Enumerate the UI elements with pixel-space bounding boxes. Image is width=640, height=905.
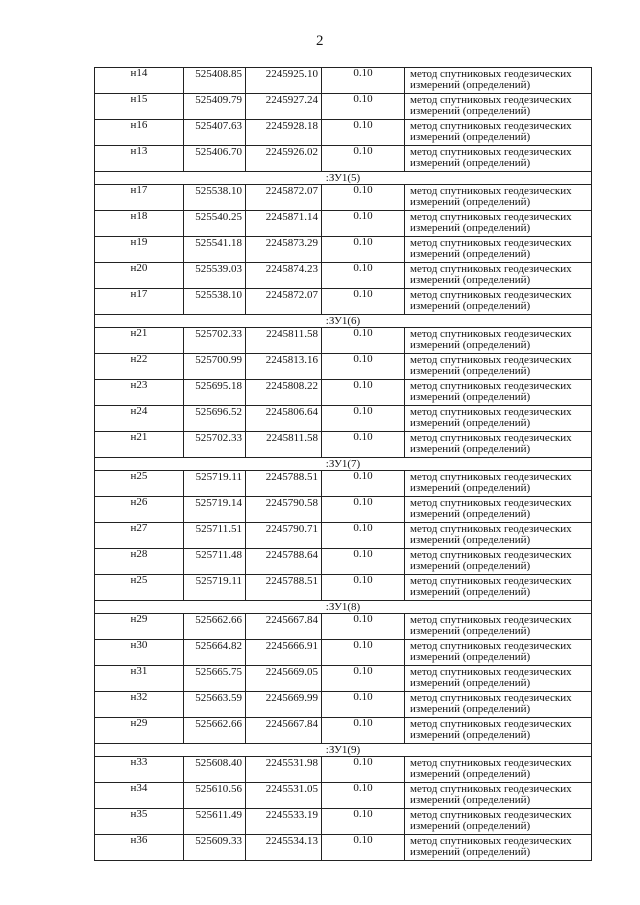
point-number-cell: н35 — [95, 809, 184, 835]
accuracy-cell: 0.10 — [322, 120, 405, 146]
x-coordinate-cell: 525719.11 — [184, 471, 246, 497]
accuracy-cell: 0.10 — [322, 289, 405, 315]
y-coordinate-cell: 2245813.16 — [246, 354, 322, 380]
y-coordinate-cell: 2245669.99 — [246, 692, 322, 718]
method-cell: метод спутниковых геодезических измерений (определений) — [405, 523, 592, 549]
point-number-cell: н32 — [95, 692, 184, 718]
x-coordinate-cell: 525695.18 — [184, 380, 246, 406]
method-cell: метод спутниковых геодезических измерений (определений) — [405, 640, 592, 666]
x-coordinate-cell: 525711.51 — [184, 523, 246, 549]
point-number-cell: н17 — [95, 289, 184, 315]
x-coordinate-cell: 525711.48 — [184, 549, 246, 575]
section-label: :ЗУ1(9) — [95, 744, 592, 757]
point-number-cell: н25 — [95, 575, 184, 601]
table-row — [95, 237, 592, 263]
accuracy-cell: 0.10 — [322, 640, 405, 666]
table-row — [95, 263, 592, 289]
y-coordinate-cell: 2245811.58 — [246, 432, 322, 458]
accuracy-cell: 0.10 — [322, 211, 405, 237]
accuracy-cell: 0.10 — [322, 809, 405, 835]
table-row — [95, 549, 592, 575]
point-number-cell: н26 — [95, 497, 184, 523]
table-row — [95, 432, 592, 458]
table-row — [95, 718, 592, 744]
y-coordinate-cell: 2245533.19 — [246, 809, 322, 835]
accuracy-cell: 0.10 — [322, 692, 405, 718]
point-number-cell: н25 — [95, 471, 184, 497]
method-cell: метод спутниковых геодезических измерений (определений) — [405, 549, 592, 575]
y-coordinate-cell: 2245872.07 — [246, 185, 322, 211]
table-row — [95, 640, 592, 666]
method-cell: метод спутниковых геодезических измерений (определений) — [405, 380, 592, 406]
table-row — [95, 211, 592, 237]
section-header-row — [95, 172, 592, 185]
method-cell: метод спутниковых геодезических измерений (определений) — [405, 120, 592, 146]
table-row — [95, 809, 592, 835]
point-number-cell: н24 — [95, 406, 184, 432]
accuracy-cell: 0.10 — [322, 523, 405, 549]
point-number-cell: н27 — [95, 523, 184, 549]
y-coordinate-cell: 2245669.05 — [246, 666, 322, 692]
method-cell: метод спутниковых геодезических измерений (определений) — [405, 497, 592, 523]
x-coordinate-cell: 525409.79 — [184, 94, 246, 120]
section-label: :ЗУ1(7) — [95, 458, 592, 471]
point-number-cell: н22 — [95, 354, 184, 380]
x-coordinate-cell: 525664.82 — [184, 640, 246, 666]
method-cell: метод спутниковых геодезических измерений (определений) — [405, 263, 592, 289]
y-coordinate-cell: 2245667.84 — [246, 718, 322, 744]
point-number-cell: н13 — [95, 146, 184, 172]
section-header-row — [95, 744, 592, 757]
x-coordinate-cell: 525408.85 — [184, 68, 246, 94]
method-cell: метод спутниковых геодезических измерений (определений) — [405, 146, 592, 172]
point-number-cell: н16 — [95, 120, 184, 146]
accuracy-cell: 0.10 — [322, 68, 405, 94]
accuracy-cell: 0.10 — [322, 406, 405, 432]
method-cell: метод спутниковых геодезических измерений (определений) — [405, 94, 592, 120]
method-cell: метод спутниковых геодезических измерений (определений) — [405, 835, 592, 861]
table-row — [95, 835, 592, 861]
method-cell: метод спутниковых геодезических измерений (определений) — [405, 354, 592, 380]
y-coordinate-cell: 2245788.51 — [246, 575, 322, 601]
y-coordinate-cell: 2245811.58 — [246, 328, 322, 354]
y-coordinate-cell: 2245790.71 — [246, 523, 322, 549]
y-coordinate-cell: 2245926.02 — [246, 146, 322, 172]
table-row — [95, 406, 592, 432]
table-row — [95, 783, 592, 809]
table-row — [95, 523, 592, 549]
y-coordinate-cell: 2245788.64 — [246, 549, 322, 575]
x-coordinate-cell: 525663.59 — [184, 692, 246, 718]
y-coordinate-cell: 2245925.10 — [246, 68, 322, 94]
section-label: :ЗУ1(6) — [95, 315, 592, 328]
accuracy-cell: 0.10 — [322, 328, 405, 354]
point-number-cell: н23 — [95, 380, 184, 406]
table-row — [95, 666, 592, 692]
method-cell: метод спутниковых геодезических измерений (определений) — [405, 471, 592, 497]
table-row — [95, 68, 592, 94]
accuracy-cell: 0.10 — [322, 757, 405, 783]
table-row — [95, 380, 592, 406]
point-number-cell: н29 — [95, 614, 184, 640]
method-cell: метод спутниковых геодезических измерений (определений) — [405, 783, 592, 809]
x-coordinate-cell: 525665.75 — [184, 666, 246, 692]
x-coordinate-cell: 525662.66 — [184, 614, 246, 640]
y-coordinate-cell: 2245873.29 — [246, 237, 322, 263]
point-number-cell: н36 — [95, 835, 184, 861]
accuracy-cell: 0.10 — [322, 354, 405, 380]
y-coordinate-cell: 2245808.22 — [246, 380, 322, 406]
method-cell: метод спутниковых геодезических измерений (определений) — [405, 666, 592, 692]
x-coordinate-cell: 525662.66 — [184, 718, 246, 744]
x-coordinate-cell: 525609.33 — [184, 835, 246, 861]
y-coordinate-cell: 2245788.51 — [246, 471, 322, 497]
y-coordinate-cell: 2245927.24 — [246, 94, 322, 120]
method-cell: метод спутниковых геодезических измерений (определений) — [405, 289, 592, 315]
table-row — [95, 328, 592, 354]
accuracy-cell: 0.10 — [322, 471, 405, 497]
accuracy-cell: 0.10 — [322, 666, 405, 692]
method-cell: метод спутниковых геодезических измерений (определений) — [405, 328, 592, 354]
x-coordinate-cell: 525540.25 — [184, 211, 246, 237]
table-row — [95, 146, 592, 172]
method-cell: метод спутниковых геодезических измерений (определений) — [405, 237, 592, 263]
section-header-row — [95, 601, 592, 614]
point-number-cell: н15 — [95, 94, 184, 120]
accuracy-cell: 0.10 — [322, 718, 405, 744]
y-coordinate-cell: 2245871.14 — [246, 211, 322, 237]
method-cell: метод спутниковых геодезических измерений (определений) — [405, 692, 592, 718]
table-row — [95, 614, 592, 640]
accuracy-cell: 0.10 — [322, 575, 405, 601]
table-row — [95, 757, 592, 783]
accuracy-cell: 0.10 — [322, 432, 405, 458]
x-coordinate-cell: 525538.10 — [184, 185, 246, 211]
x-coordinate-cell: 525700.99 — [184, 354, 246, 380]
method-cell: метод спутниковых геодезических измерений (определений) — [405, 432, 592, 458]
point-number-cell: н21 — [95, 328, 184, 354]
table-row — [95, 354, 592, 380]
x-coordinate-cell: 525702.33 — [184, 328, 246, 354]
x-coordinate-cell: 525608.40 — [184, 757, 246, 783]
table-row — [95, 185, 592, 211]
point-number-cell: н34 — [95, 783, 184, 809]
coordinates-table-body — [95, 68, 592, 861]
x-coordinate-cell: 525702.33 — [184, 432, 246, 458]
section-header-row — [95, 315, 592, 328]
table-row — [95, 120, 592, 146]
x-coordinate-cell: 525541.18 — [184, 237, 246, 263]
point-number-cell: н29 — [95, 718, 184, 744]
y-coordinate-cell: 2245531.05 — [246, 783, 322, 809]
accuracy-cell: 0.10 — [322, 185, 405, 211]
y-coordinate-cell: 2245667.84 — [246, 614, 322, 640]
table-row — [95, 289, 592, 315]
x-coordinate-cell: 525610.56 — [184, 783, 246, 809]
point-number-cell: н31 — [95, 666, 184, 692]
accuracy-cell: 0.10 — [322, 497, 405, 523]
accuracy-cell: 0.10 — [322, 263, 405, 289]
point-number-cell: н18 — [95, 211, 184, 237]
y-coordinate-cell: 2245666.91 — [246, 640, 322, 666]
method-cell: метод спутниковых геодезических измерений (определений) — [405, 211, 592, 237]
point-number-cell: н30 — [95, 640, 184, 666]
method-cell: метод спутниковых геодезических измерений (определений) — [405, 757, 592, 783]
accuracy-cell: 0.10 — [322, 549, 405, 575]
x-coordinate-cell: 525611.49 — [184, 809, 246, 835]
table-row — [95, 471, 592, 497]
accuracy-cell: 0.10 — [322, 835, 405, 861]
point-number-cell: н21 — [95, 432, 184, 458]
table-row — [95, 94, 592, 120]
table-row — [95, 692, 592, 718]
method-cell: метод спутниковых геодезических измерений (определений) — [405, 185, 592, 211]
point-number-cell: н20 — [95, 263, 184, 289]
coordinates-table — [94, 67, 592, 861]
accuracy-cell: 0.10 — [322, 146, 405, 172]
y-coordinate-cell: 2245874.23 — [246, 263, 322, 289]
point-number-cell: н33 — [95, 757, 184, 783]
method-cell: метод спутниковых геодезических измерений (определений) — [405, 718, 592, 744]
method-cell: метод спутниковых геодезических измерений (определений) — [405, 575, 592, 601]
method-cell: метод спутниковых геодезических измерений (определений) — [405, 406, 592, 432]
section-label: :ЗУ1(8) — [95, 601, 592, 614]
section-label: :ЗУ1(5) — [95, 172, 592, 185]
y-coordinate-cell: 2245928.18 — [246, 120, 322, 146]
x-coordinate-cell: 525539.03 — [184, 263, 246, 289]
point-number-cell: н28 — [95, 549, 184, 575]
method-cell: метод спутниковых геодезических измерений (определений) — [405, 614, 592, 640]
x-coordinate-cell: 525406.70 — [184, 146, 246, 172]
y-coordinate-cell: 2245872.07 — [246, 289, 322, 315]
point-number-cell: н19 — [95, 237, 184, 263]
page-number: 2 — [316, 33, 324, 49]
section-header-row — [95, 458, 592, 471]
method-cell: метод спутниковых геодезических измерений (определений) — [405, 68, 592, 94]
accuracy-cell: 0.10 — [322, 614, 405, 640]
x-coordinate-cell: 525696.52 — [184, 406, 246, 432]
x-coordinate-cell: 525719.11 — [184, 575, 246, 601]
table-row — [95, 575, 592, 601]
x-coordinate-cell: 525538.10 — [184, 289, 246, 315]
point-number-cell: н14 — [95, 68, 184, 94]
accuracy-cell: 0.10 — [322, 237, 405, 263]
y-coordinate-cell: 2245806.64 — [246, 406, 322, 432]
y-coordinate-cell: 2245534.13 — [246, 835, 322, 861]
x-coordinate-cell: 525407.63 — [184, 120, 246, 146]
accuracy-cell: 0.10 — [322, 94, 405, 120]
accuracy-cell: 0.10 — [322, 783, 405, 809]
accuracy-cell: 0.10 — [322, 380, 405, 406]
method-cell: метод спутниковых геодезических измерений (определений) — [405, 809, 592, 835]
point-number-cell: н17 — [95, 185, 184, 211]
y-coordinate-cell: 2245790.58 — [246, 497, 322, 523]
y-coordinate-cell: 2245531.98 — [246, 757, 322, 783]
table-row — [95, 497, 592, 523]
x-coordinate-cell: 525719.14 — [184, 497, 246, 523]
